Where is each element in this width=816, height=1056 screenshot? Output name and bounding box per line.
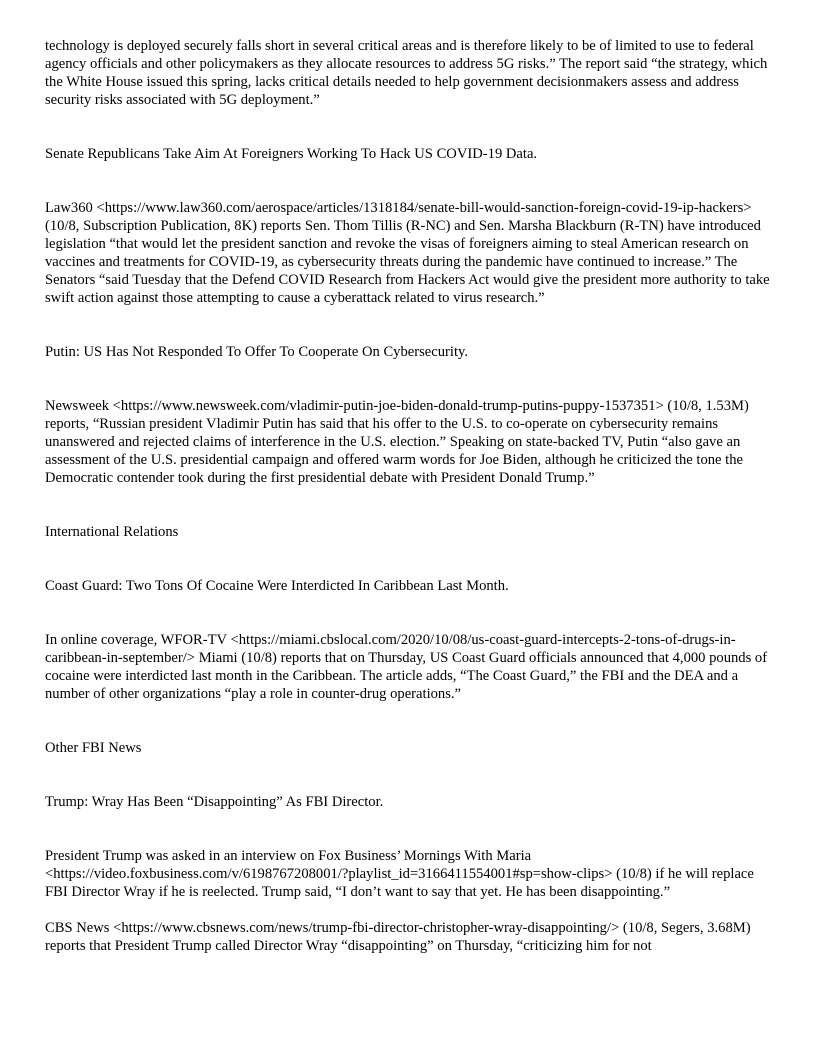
paragraph-newsweek-article: Newsweek <https://www.newsweek.com/vladimir-putin-joe-biden-donald-trump-putins-puppy-1537351> (10/8, 1.53M) reports, “Russian president Vladimir Putin has said that his offer to the U.S. to co-operate on cybersecurity remains unanswered and rejected claims of interference in the U.S. election.” Speaking on state-backed TV, Putin “also gave an assessment of the U.S. presidential campaign and offered warm words for Joe Biden, although he criticized the tone the Democratic contender took during the first presidential debate with President Donald Trump.” (45, 398, 749, 486)
paragraph-law360-article: Law360 <https://www.law360.com/aerospace/articles/1318184/senate-bill-would-sanction-foreign-covid-19-ip-hackers> (10/8, Subscription Publication, 8K) reports Sen. Thom Tillis (R-NC) and Sen. Marsha Blackburn (R-TN) have introduced legislation “that would let the president sanction and revoke the visas of foreigners aiming to steal American research on vaccines and treatments for COVID-19, as cybersecurity threats during the pandemic have continued to increase.” The Senators “said Tuesday that the Defend COVID Research from Hackers Act would give the president more authority to take swift action against those attempting to cause a cyberattack related to virus research.” (45, 200, 770, 306)
section-heading-international-relations: International Relations (45, 524, 179, 540)
headline-putin-cybersecurity: Putin: US Has Not Responded To Offer To Cooperate On Cybersecurity. (45, 344, 469, 360)
paragraph-cbs-news-article: CBS News <https://www.cbsnews.com/news/trump-fbi-director-christopher-wray-disappointing/> (10/8, Segers, 3.68M) reports that President Trump called Director Wray “disappointing” on Thursday, “criticizing him for not (45, 920, 751, 954)
paragraph-5g-report-continued: technology is deployed securely falls short in several critical areas and is therefore likely to be of limited to use to federal agency officials and other policymakers as they allocate resources to address 5G risks.” The report said “the strategy, which the White House issued this spring, lacks critical details needed to help government decisionmakers assess and address security risks associated with 5G deployment.” (45, 38, 768, 108)
headline-senate-republicans: Senate Republicans Take Aim At Foreigners Working To Hack US COVID-19 Data. (45, 146, 538, 162)
paragraph-fox-business-interview: President Trump was asked in an interview on Fox Business’ Mornings With Maria <https://video.foxbusiness.com/v/6198767208001/?playlist_id=3166411554001#sp=show-clips> (10/8) if he will replace FBI Director Wray if he is reelected. Trump said, “I don’t want to say that yet. He has been disappointing.” (45, 848, 754, 900)
document-page (45, 37, 775, 955)
paragraph-wfor-tv-article: In online coverage, WFOR-TV <https://miami.cbslocal.com/2020/10/08/us-coast-guard-intercepts-2-tons-of-drugs-in-caribbean-in-september/> Miami (10/8) reports that on Thursday, US Coast Guard officials announced that 4,000 pounds of cocaine were interdicted last month in the Caribbean. The article adds, “The Coast Guard,” the FBI and the DEA and a number of other organizations “play a role in counter-drug operations.” (45, 632, 768, 702)
headline-trump-wray-disappointing: Trump: Wray Has Been “Disappointing” As FBI Director. (45, 794, 384, 810)
section-heading-other-fbi-news: Other FBI News (45, 740, 142, 756)
headline-coast-guard-cocaine: Coast Guard: Two Tons Of Cocaine Were Interdicted In Caribbean Last Month. (45, 578, 509, 594)
